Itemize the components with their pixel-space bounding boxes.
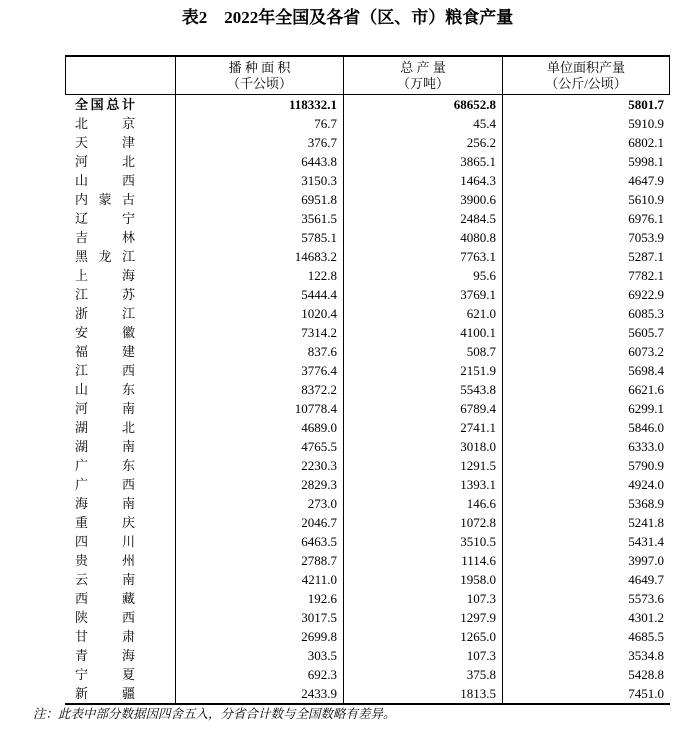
table-row (65, 532, 670, 551)
yield-cell: 3534.8 (502, 646, 670, 665)
region-cell (65, 133, 175, 152)
region-name: 内蒙古 (75, 192, 135, 207)
sown-area-cell: 2699.8 (175, 627, 343, 646)
region-cell (65, 456, 175, 475)
table-row (65, 285, 670, 304)
region-name: 吉林 (75, 230, 135, 245)
sown-area-cell: 4765.5 (175, 437, 343, 456)
region-name: 湖北 (75, 420, 135, 435)
yield-cell: 6922.9 (502, 285, 670, 304)
region-cell (65, 437, 175, 456)
total-output-cell: 2484.5 (343, 209, 502, 228)
yield-cell: 5846.0 (502, 418, 670, 437)
total-output-cell: 256.2 (343, 133, 502, 152)
region-name: 湖南 (75, 439, 135, 454)
table-row (65, 570, 670, 589)
table-row (65, 684, 670, 703)
table-footnote: 注：此表中部分数据因四舍五入，分省合计数与全国数略有差异。 (33, 707, 396, 721)
sown-area-cell: 6443.8 (175, 152, 343, 171)
total-output-cell: 3769.1 (343, 285, 502, 304)
region-cell (65, 285, 175, 304)
sown-area-cell: 3150.3 (175, 171, 343, 190)
sown-area-cell: 4689.0 (175, 418, 343, 437)
table-row (65, 152, 670, 171)
yield-cell: 5431.4 (502, 532, 670, 551)
table-row (65, 133, 670, 152)
region-cell (65, 418, 175, 437)
region-name: 山东 (75, 382, 135, 397)
yield-cell: 6073.2 (502, 342, 670, 361)
region-name: 山西 (75, 173, 135, 188)
table-row (65, 342, 670, 361)
region-cell (65, 95, 175, 114)
sown-area-cell: 3017.5 (175, 608, 343, 627)
header-sown-area-unit: （千公顷） (226, 76, 292, 91)
yield-cell: 5998.1 (502, 152, 670, 171)
region-name: 北京 (75, 116, 135, 131)
yield-cell: 5241.8 (502, 513, 670, 532)
region-cell (65, 247, 175, 266)
region-cell (65, 627, 175, 646)
region-cell (65, 570, 175, 589)
sown-area-cell: 76.7 (175, 114, 343, 133)
sown-area-cell: 5785.1 (175, 228, 343, 247)
total-output-cell: 1393.1 (343, 475, 502, 494)
total-output-cell: 1958.0 (343, 570, 502, 589)
yield-cell: 6299.1 (502, 399, 670, 418)
table-row (65, 437, 670, 456)
total-output-cell: 1291.5 (343, 456, 502, 475)
total-output-cell: 4100.1 (343, 323, 502, 342)
yield-cell: 4649.7 (502, 570, 670, 589)
sown-area-cell: 2788.7 (175, 551, 343, 570)
total-output-cell: 45.4 (343, 114, 502, 133)
total-output-cell: 375.8 (343, 665, 502, 684)
sown-area-cell: 8372.2 (175, 380, 343, 399)
total-output-cell: 107.3 (343, 646, 502, 665)
sown-area-cell: 192.6 (175, 589, 343, 608)
region-name: 四川 (75, 534, 135, 549)
total-output-cell: 7763.1 (343, 247, 502, 266)
header-yield (502, 57, 669, 94)
total-output-cell: 95.6 (343, 266, 502, 285)
region-cell (65, 513, 175, 532)
region-cell (65, 684, 175, 703)
yield-cell: 6621.6 (502, 380, 670, 399)
sown-area-cell: 692.3 (175, 665, 343, 684)
total-output-cell: 2151.9 (343, 361, 502, 380)
yield-cell: 6085.3 (502, 304, 670, 323)
sown-area-cell: 2829.3 (175, 475, 343, 494)
yield-cell: 3997.0 (502, 551, 670, 570)
region-cell (65, 304, 175, 323)
region-cell (65, 209, 175, 228)
region-name: 贵州 (75, 553, 135, 568)
sown-area-cell: 303.5 (175, 646, 343, 665)
region-cell (65, 399, 175, 418)
table-row (65, 475, 670, 494)
table-row (65, 627, 670, 646)
table-row (65, 589, 670, 608)
region-name: 广东 (75, 458, 135, 473)
sown-area-cell: 2433.9 (175, 684, 343, 703)
total-output-cell: 5543.8 (343, 380, 502, 399)
header-total-output (343, 57, 502, 94)
total-output-cell: 1464.3 (343, 171, 502, 190)
yield-cell: 5428.8 (502, 665, 670, 684)
table-row (65, 228, 670, 247)
sown-area-cell: 118332.1 (175, 95, 343, 114)
sown-area-cell: 10778.4 (175, 399, 343, 418)
total-output-cell: 3018.0 (343, 437, 502, 456)
yield-cell: 7053.9 (502, 228, 670, 247)
total-output-cell: 621.0 (343, 304, 502, 323)
table-row (65, 646, 670, 665)
region-cell (65, 342, 175, 361)
region-name: 福建 (75, 344, 135, 359)
table-row (65, 323, 670, 342)
sown-area-cell: 2046.7 (175, 513, 343, 532)
region-name: 青海 (75, 648, 135, 663)
yield-cell: 6802.1 (502, 133, 670, 152)
region-name: 天津 (75, 135, 135, 150)
yield-cell: 5287.1 (502, 247, 670, 266)
sown-area-cell: 5444.4 (175, 285, 343, 304)
total-output-cell: 2741.1 (343, 418, 502, 437)
region-cell (65, 171, 175, 190)
sown-area-cell: 3561.5 (175, 209, 343, 228)
region-name: 甘肃 (75, 629, 135, 644)
sown-area-cell: 6951.8 (175, 190, 343, 209)
sown-area-cell: 376.7 (175, 133, 343, 152)
table-row (65, 304, 670, 323)
total-output-cell: 508.7 (343, 342, 502, 361)
region-name: 安徽 (75, 325, 135, 340)
table-row (65, 418, 670, 437)
region-name: 西藏 (75, 591, 135, 606)
header-sown-area (175, 57, 343, 94)
region-name: 河南 (75, 401, 135, 416)
total-output-cell: 1297.9 (343, 608, 502, 627)
sown-area-cell: 7314.2 (175, 323, 343, 342)
total-output-cell: 3900.6 (343, 190, 502, 209)
table-row (65, 361, 670, 380)
yield-cell: 5573.6 (502, 589, 670, 608)
table-row (65, 380, 670, 399)
yield-cell: 6333.0 (502, 437, 670, 456)
header-total-output-unit: （万吨） (396, 76, 449, 91)
header-yield-line1: 单位面积产量 (546, 60, 625, 75)
region-name: 河北 (75, 154, 135, 169)
yield-cell: 4647.9 (502, 171, 670, 190)
yield-cell: 5910.9 (502, 114, 670, 133)
table-row (65, 190, 670, 209)
table-row (65, 513, 670, 532)
region-cell (65, 114, 175, 133)
yield-cell: 5368.9 (502, 494, 670, 513)
region-cell (65, 475, 175, 494)
yield-cell: 5698.4 (502, 361, 670, 380)
region-name: 全国总计 (75, 97, 135, 112)
table-row (65, 399, 670, 418)
region-name: 江苏 (75, 287, 135, 302)
total-output-cell: 6789.4 (343, 399, 502, 418)
region-name: 新疆 (75, 686, 135, 701)
sown-area-cell: 14683.2 (175, 247, 343, 266)
yield-cell: 6976.1 (502, 209, 670, 228)
table-row (65, 114, 670, 133)
table-row (65, 247, 670, 266)
region-cell (65, 361, 175, 380)
total-output-cell: 3510.5 (343, 532, 502, 551)
region-cell (65, 646, 175, 665)
table-row (65, 494, 670, 513)
region-cell (65, 665, 175, 684)
header-sown-area-line1: 播 种 面 积 (228, 60, 291, 75)
table-row (65, 95, 670, 114)
sown-area-cell: 6463.5 (175, 532, 343, 551)
region-name: 江西 (75, 363, 135, 378)
total-output-cell: 68652.8 (343, 95, 502, 114)
yield-cell: 7782.1 (502, 266, 670, 285)
region-cell (65, 608, 175, 627)
table-body (65, 95, 670, 705)
sown-area-cell: 4211.0 (175, 570, 343, 589)
region-cell (65, 190, 175, 209)
table-row (65, 456, 670, 475)
yield-cell: 5790.9 (502, 456, 670, 475)
table-title: 表2 2022年全国及各省（区、市）粮食产量 (181, 8, 514, 27)
yield-cell: 5610.9 (502, 190, 670, 209)
region-cell (65, 551, 175, 570)
region-name: 宁夏 (75, 667, 135, 682)
region-name: 海南 (75, 496, 135, 511)
sown-area-cell: 1020.4 (175, 304, 343, 323)
region-name: 广西 (75, 477, 135, 492)
total-output-cell: 4080.8 (343, 228, 502, 247)
sown-area-cell: 122.8 (175, 266, 343, 285)
region-name: 上海 (75, 268, 135, 283)
region-name: 浙江 (75, 306, 135, 321)
yield-cell: 7451.0 (502, 684, 670, 703)
grain-production-table (65, 55, 670, 705)
table-header-row (65, 55, 670, 95)
total-output-cell: 1072.8 (343, 513, 502, 532)
region-name: 黑龙江 (75, 249, 135, 264)
region-cell (65, 152, 175, 171)
total-output-cell: 1114.6 (343, 551, 502, 570)
region-cell (65, 589, 175, 608)
region-name: 陕西 (75, 610, 135, 625)
region-cell (65, 494, 175, 513)
sown-area-cell: 837.6 (175, 342, 343, 361)
total-output-cell: 1813.5 (343, 684, 502, 703)
region-cell (65, 323, 175, 342)
yield-cell: 4685.5 (502, 627, 670, 646)
region-cell (65, 532, 175, 551)
total-output-cell: 3865.1 (343, 152, 502, 171)
total-output-cell: 107.3 (343, 589, 502, 608)
sown-area-cell: 2230.3 (175, 456, 343, 475)
header-region-column (66, 57, 175, 94)
yield-cell: 5801.7 (502, 95, 670, 114)
region-cell (65, 266, 175, 285)
sown-area-cell: 3776.4 (175, 361, 343, 380)
header-total-output-line1: 总 产 量 (400, 60, 446, 75)
region-name: 重庆 (75, 515, 135, 530)
region-cell (65, 380, 175, 399)
table-row (65, 665, 670, 684)
table-row (65, 608, 670, 627)
region-name: 云南 (75, 572, 135, 587)
table-row (65, 171, 670, 190)
total-output-cell: 146.6 (343, 494, 502, 513)
yield-cell: 4301.2 (502, 608, 670, 627)
table-row (65, 209, 670, 228)
region-name: 辽宁 (75, 211, 135, 226)
header-yield-unit: （公斤/公顷） (545, 76, 627, 91)
sown-area-cell: 273.0 (175, 494, 343, 513)
yield-cell: 4924.0 (502, 475, 670, 494)
table-row (65, 266, 670, 285)
region-cell (65, 228, 175, 247)
yield-cell: 5605.7 (502, 323, 670, 342)
total-output-cell: 1265.0 (343, 627, 502, 646)
table-row (65, 551, 670, 570)
